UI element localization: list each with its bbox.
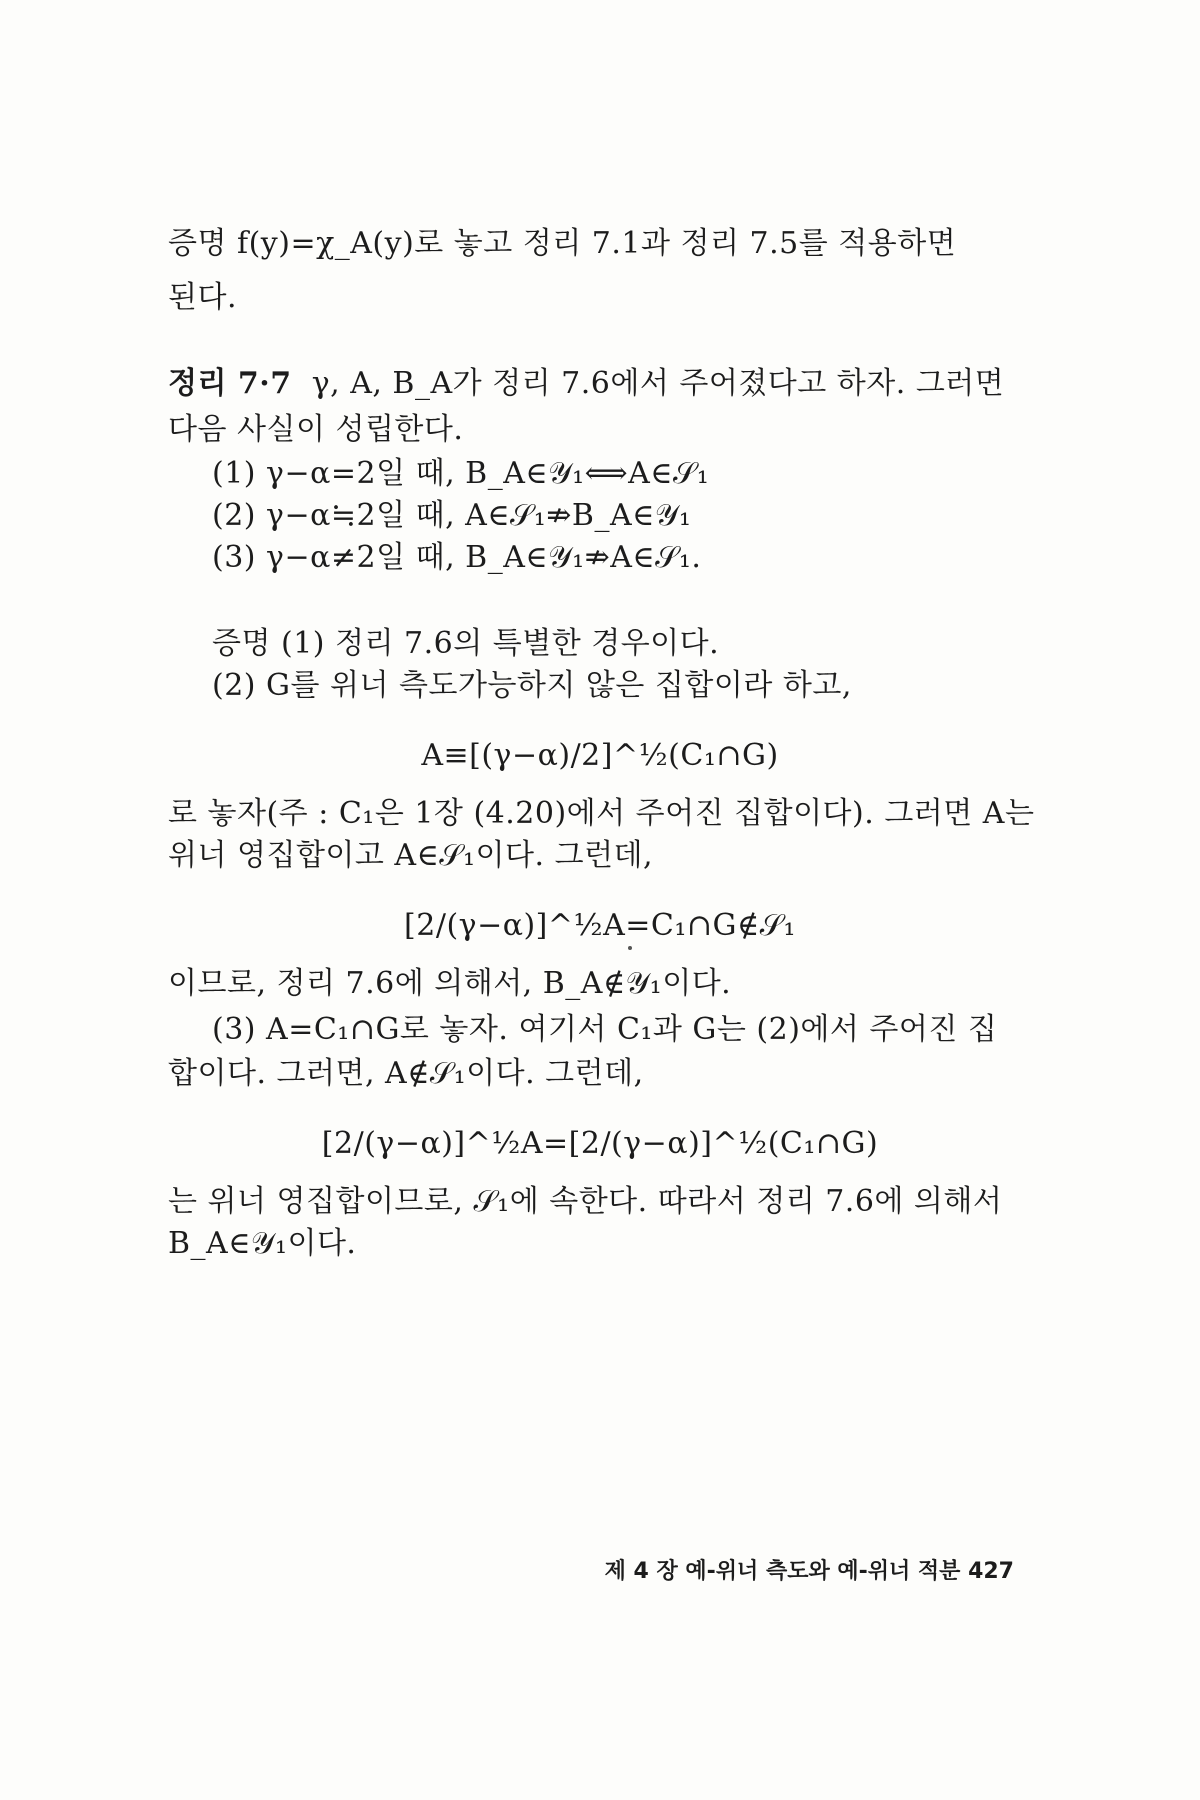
equation: [2/(γ−α)]^½A=[2/(γ−α)]^½(C₁∩G) bbox=[321, 1126, 879, 1161]
theorem-statement: γ, A, B_A가 정리 7.6에서 주어졌다고 하자. 그러면 bbox=[311, 366, 1005, 401]
ink-speck bbox=[628, 946, 632, 950]
theorem-item: (3) γ−α≠2일 때, B_A∈𝒴₁⇏A∈𝒮₁. bbox=[212, 540, 702, 575]
proof-line: 합이다. 그러면, A∉𝒮₁이다. 그런데, bbox=[168, 1056, 644, 1091]
equation: A≡[(γ−α)/2]^½(C₁∩G) bbox=[421, 738, 779, 773]
equation: [2/(γ−α)]^½A=C₁∩G∉𝒮₁ bbox=[404, 908, 796, 943]
theorem-heading: 정리 7·7 bbox=[168, 366, 292, 401]
proof-line: 이므로, 정리 7.6에 의해서, B_A∉𝒴₁이다. bbox=[168, 966, 732, 1001]
theorem-item: (2) γ−α≒2일 때, A∈𝒮₁⇏B_A∈𝒴₁ bbox=[212, 498, 692, 533]
theorem-line bbox=[168, 362, 1054, 406]
proof-line: B_A∈𝒴₁이다. bbox=[168, 1226, 357, 1261]
proof-line: 된다. bbox=[168, 280, 237, 315]
proof-line: (3) A=C₁∩G로 놓자. 여기서 C₁과 G는 (2)에서 주어진 집 bbox=[212, 1012, 998, 1047]
proof-line: 로 놓자(주 : C₁은 1장 (4.20)에서 주어진 집합이다). 그러면 A는 bbox=[168, 796, 1035, 831]
proof-line: (2) G를 위너 측도가능하지 않은 집합이라 하고, bbox=[212, 668, 852, 703]
theorem-line: 다음 사실이 성립한다. bbox=[168, 412, 464, 447]
theorem-item: (1) γ−α=2일 때, B_A∈𝒴₁⟺A∈𝒮₁ bbox=[212, 456, 710, 491]
proof-line: 위너 영집합이고 A∈𝒮₁이다. 그런데, bbox=[168, 838, 654, 873]
page-footer: 제 4 장 예-위너 측도와 예-위너 적분 427 bbox=[604, 1559, 1014, 1584]
proof-line: 증명 f(y)=χ_A(y)로 놓고 정리 7.1과 정리 7.5를 적용하면 bbox=[168, 226, 957, 261]
proof-line: 증명 (1) 정리 7.6의 특별한 경우이다. bbox=[212, 626, 720, 661]
proof-line: 는 위너 영집합이므로, 𝒮₁에 속한다. 따라서 정리 7.6에 의해서 bbox=[168, 1184, 1003, 1219]
